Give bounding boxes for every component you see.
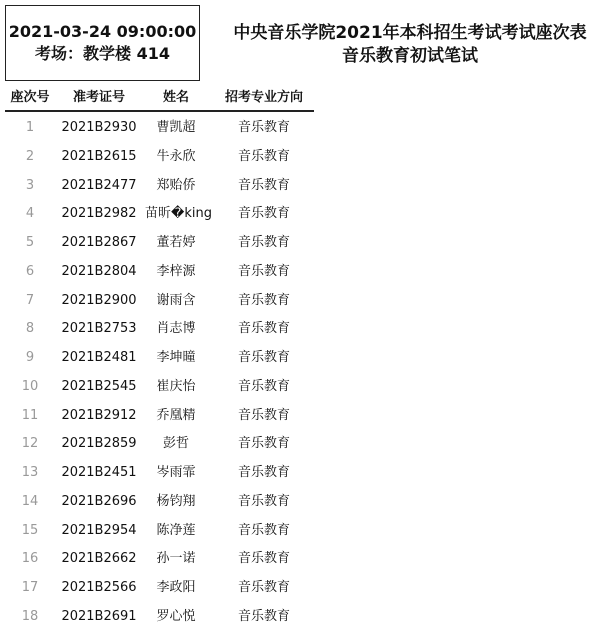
cell-ticket: 2021B2912: [61, 407, 137, 423]
cell-major: 音乐教育: [237, 407, 290, 423]
cell-ticket: 2021B2753: [61, 321, 137, 337]
table-row: [0, 434, 330, 463]
cell-name: 肖志博: [156, 321, 196, 337]
cell-major: 音乐教育: [237, 522, 290, 538]
cell-major: 音乐教育: [237, 321, 290, 337]
cell-ticket: 2021B2691: [61, 608, 137, 624]
cell-major: 音乐教育: [237, 608, 290, 624]
cell-name: 谢雨含: [156, 292, 196, 308]
cell-seat: 13: [21, 465, 39, 480]
cell-name: 牛永欣: [156, 148, 196, 164]
cell-ticket: 2021B2566: [61, 580, 137, 595]
header-major: 招考专业方向: [224, 90, 303, 105]
cell-seat: 7: [25, 292, 35, 308]
cell-ticket: 2021B2615: [61, 148, 137, 164]
cell-ticket: 2021B2954: [61, 522, 137, 538]
table-row: [0, 233, 330, 262]
cell-seat: 9: [25, 350, 35, 365]
cell-seat: 16: [21, 551, 39, 567]
cell-major: 音乐教育: [237, 580, 290, 595]
cell-major: 音乐教育: [237, 551, 290, 567]
cell-major: 音乐教育: [237, 206, 290, 222]
cell-major: 音乐教育: [237, 465, 290, 480]
cell-seat: 3: [25, 177, 35, 193]
cell-ticket: 2021B2930: [61, 120, 137, 135]
table-row: [0, 348, 330, 377]
table-row: [0, 204, 330, 233]
cell-seat: 14: [21, 493, 39, 509]
cell-name: 罗心悦: [156, 608, 196, 624]
cell-major: 音乐教育: [237, 378, 290, 394]
table-header: [0, 90, 330, 110]
table-row: [0, 521, 330, 550]
cell-name: 苗昕�king: [145, 206, 212, 222]
cell-seat: 5: [25, 235, 35, 250]
table-row: [0, 147, 330, 176]
cell-ticket: 2021B2804: [61, 263, 137, 279]
cell-name: 彭哲: [162, 436, 189, 452]
table-row: [0, 377, 330, 406]
table-row: [0, 319, 330, 348]
cell-major: 音乐教育: [237, 120, 290, 135]
cell-ticket: 2021B2477: [61, 177, 137, 193]
cell-name: 董若婷: [156, 235, 196, 250]
cell-major: 音乐教育: [237, 235, 290, 250]
cell-seat: 18: [21, 608, 39, 624]
table-row: [0, 463, 330, 492]
table-row: [0, 607, 330, 636]
table-row: [0, 262, 330, 291]
header-ticket: 准考证号: [72, 90, 125, 105]
cell-seat: 2: [25, 148, 35, 164]
seating-table-body: [0, 118, 330, 636]
cell-seat: 4: [25, 206, 35, 222]
cell-seat: 12: [21, 436, 39, 452]
cell-ticket: 2021B2867: [61, 235, 137, 250]
table-row: [0, 176, 330, 205]
cell-name: 李政阳: [156, 580, 196, 595]
cell-name: 岑雨霏: [156, 465, 196, 480]
table-row: [0, 291, 330, 320]
cell-name: 乔凰精: [156, 407, 196, 423]
page-subtitle: 音乐教育初试笔试: [342, 46, 478, 66]
cell-major: 音乐教育: [237, 292, 290, 308]
cell-ticket: 2021B2900: [61, 292, 137, 308]
cell-name: 陈净莲: [156, 522, 196, 538]
cell-seat: 11: [21, 407, 39, 423]
cell-major: 音乐教育: [237, 493, 290, 509]
cell-major: 音乐教育: [237, 350, 290, 365]
cell-major: 音乐教育: [237, 436, 290, 452]
cell-name: 曹凯超: [156, 120, 196, 135]
cell-name: 杨钧翔: [156, 493, 196, 509]
cell-name: 李坤曈: [156, 350, 196, 365]
table-row: [0, 118, 330, 147]
cell-seat: 15: [21, 522, 39, 538]
header-name: 姓名: [162, 90, 189, 105]
cell-ticket: 2021B2481: [61, 350, 137, 365]
cell-major: 音乐教育: [237, 263, 290, 279]
cell-major: 音乐教育: [237, 177, 290, 193]
header-divider: [5, 110, 314, 112]
exam-datetime: 2021-03-24 09:00:00: [8, 22, 197, 41]
cell-seat: 6: [25, 263, 35, 279]
table-row: [0, 492, 330, 521]
cell-ticket: 2021B2859: [61, 436, 137, 452]
cell-major: 音乐教育: [237, 148, 290, 164]
cell-name: 崔庆怡: [156, 378, 196, 394]
table-row: [0, 578, 330, 607]
table-row: [0, 549, 330, 578]
cell-seat: 17: [21, 580, 39, 595]
cell-name: 孙一诺: [156, 551, 196, 567]
cell-ticket: 2021B2545: [61, 378, 137, 394]
exam-info-box: [5, 5, 200, 81]
cell-name: 李梓源: [156, 263, 196, 279]
exam-room: 考场：教学楼 414: [35, 44, 170, 63]
cell-seat: 1: [25, 120, 35, 135]
cell-name: 郑贻侨: [156, 177, 196, 193]
table-row: [0, 406, 330, 435]
header-seat: 座次号: [10, 90, 50, 105]
cell-ticket: 2021B2662: [61, 551, 137, 567]
cell-seat: 8: [25, 321, 35, 337]
cell-ticket: 2021B2696: [61, 493, 137, 509]
cell-ticket: 2021B2982: [61, 206, 137, 222]
page-title: 中央音乐学院2021年本科招生考试考试座次表: [233, 23, 587, 43]
cell-ticket: 2021B2451: [61, 465, 137, 480]
cell-seat: 10: [21, 378, 39, 394]
